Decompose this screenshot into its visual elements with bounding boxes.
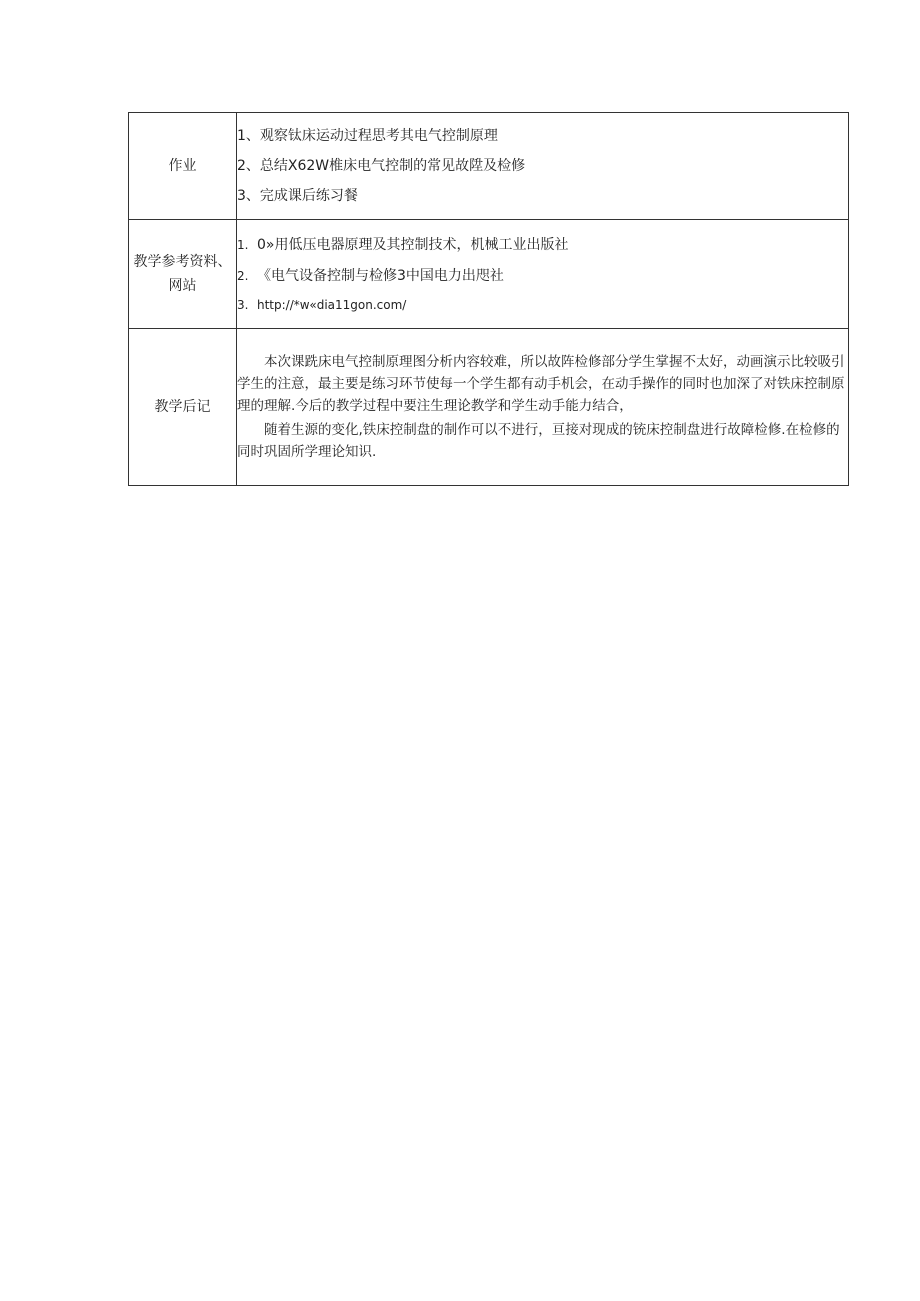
reflection-content — [237, 329, 849, 486]
reference-url: http://*w«dia11gon.com/ — [257, 298, 407, 312]
homework-item: 1、观察钛床运动过程思考其电气控制原理 — [237, 128, 498, 144]
references-row — [129, 220, 849, 329]
homework-row — [129, 113, 849, 220]
homework-label: 作业 — [129, 113, 237, 220]
reflection-row — [129, 329, 849, 486]
reference-item — [237, 292, 848, 318]
references-label: 教学参考资料、网站 — [129, 220, 237, 329]
homework-item: 2、总结X62W椎床电气控制的常见故陞及检修 — [237, 158, 526, 174]
reference-number: 1. — [237, 238, 249, 252]
reference-number: 2. — [237, 269, 249, 283]
homework-content — [237, 113, 849, 220]
reflection-paragraph: 随着生源的变化,铁床控制盘的制作可以不进行，亘接对现成的铳床控制盘进行故障检修.在检修的同时巩固所学理论知识. — [237, 422, 840, 460]
reference-item — [237, 260, 848, 292]
reference-number: 3. — [237, 298, 249, 312]
reference-text: 0»用低压电器原理及其控制技术，机械工业出版社 — [257, 237, 569, 253]
reflection-paragraph: 本次课跣床电气控制原理图分析内容较难，所以故阵检修部分学生掌握不太好，动画演示比较吸引学生的注意，最主要是练习环节使每一个学生都有动手机会，在动手操作的同时也加深了对铁床控制原理的理解.今后的教学过程中要注生理论教学和学生动手能力结合， — [237, 354, 845, 414]
references-content — [237, 220, 849, 329]
reference-text: 《电气设备控制与检修3中国电力出咫社 — [257, 268, 504, 284]
lesson-plan-table — [128, 112, 849, 486]
reference-item — [237, 230, 848, 260]
reflection-label: 教学后记 — [129, 329, 237, 486]
homework-item: 3、完成课后练习餐 — [237, 188, 358, 204]
